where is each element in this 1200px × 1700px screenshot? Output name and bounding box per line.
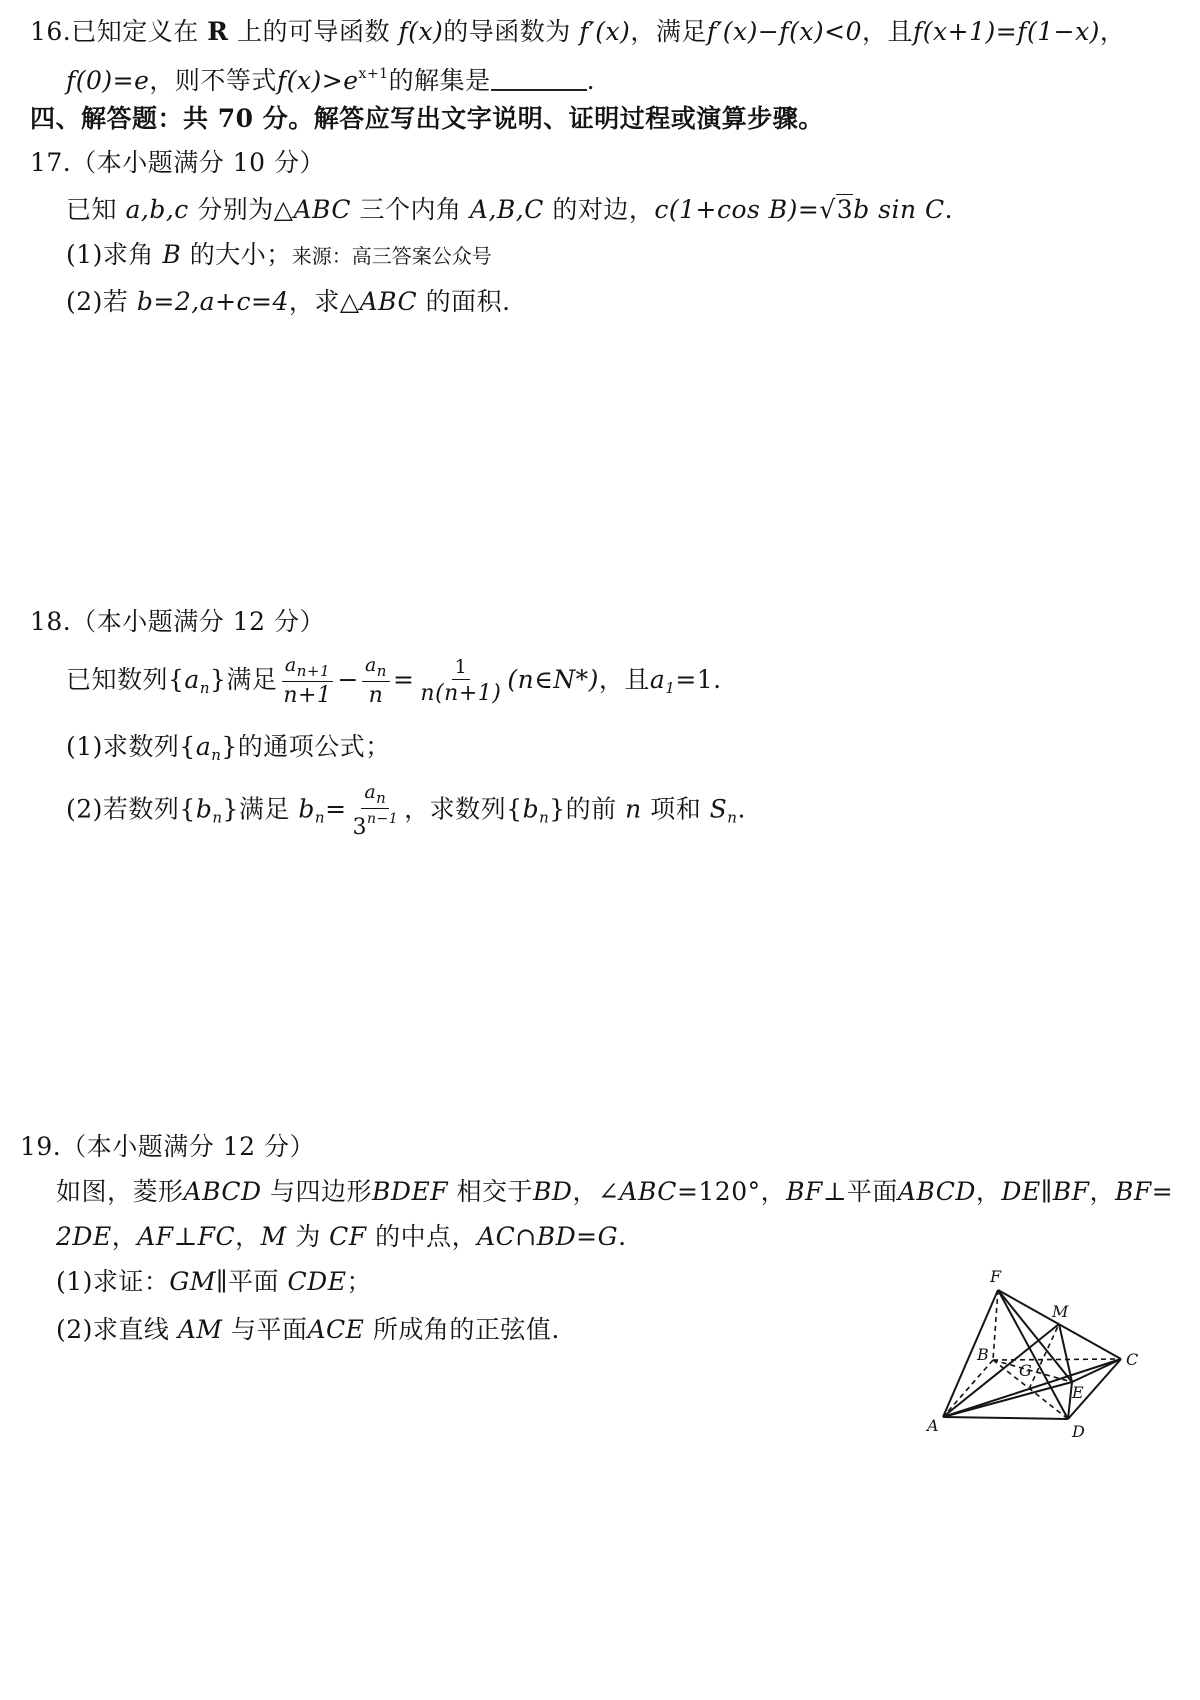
q19-header: 19.（本小题满分 12 分） xyxy=(20,1132,315,1161)
label-B: B xyxy=(977,1345,989,1364)
edge-BC xyxy=(993,1359,1121,1360)
label-A: A xyxy=(927,1416,939,1435)
edge-AE xyxy=(943,1382,1072,1417)
solid-geometry-figure xyxy=(925,1265,1175,1455)
fraction-bn: $\frac{a_n}{3^{n-1}}$ xyxy=(352,781,399,840)
fraction-2: $\frac{a_n}{n}$ xyxy=(362,656,390,707)
q16-number: 16. xyxy=(30,17,72,46)
q18-part2: (2)若数列$\{b_n\}$满足 $b_n=$ $\frac{a_n}{3^{n-1}}$ ，求数列$\{b_n\}$的前 n 项和 $S_n$. xyxy=(66,781,746,840)
q18-part1: (1)求数列$\{a_n\}$的通项公式； xyxy=(66,732,391,764)
label-E: E xyxy=(1072,1383,1084,1402)
source-note: 来源：高三答案公众号 xyxy=(291,244,492,268)
label-C: C xyxy=(1126,1350,1139,1369)
label-M: M xyxy=(1052,1302,1069,1321)
q19-part1: (1)求证：GM∥平面 CDE； xyxy=(56,1267,372,1296)
fraction-1: $\frac{a_{n+1}}{n+1}$ xyxy=(283,654,332,708)
q18-stem: 已知数列$\{a_n\}$满足 $\frac{a_{n+1}}{n+1}$ − $\frac{a_n}{n}$ = $\frac{1}{n(n+1)}$ (n∈N*)，且$a_1=1$. xyxy=(66,654,722,708)
answer-blank xyxy=(491,67,587,91)
q17-part1: (1)求角 B 的大小；来源：高三答案公众号 xyxy=(66,240,492,269)
q18-header: 18.（本小题满分 12 分） xyxy=(30,607,325,636)
label-F: F xyxy=(990,1267,1002,1286)
fraction-3: $\frac{1}{n(n+1)}$ xyxy=(420,656,502,706)
q19-stem-line1: 如图，菱形ABCD 与四边形BDEF 相交于BD，∠ABC=120°，BF⊥平面ABCD，DE∥BF，BF= xyxy=(56,1177,1174,1206)
edge-FA xyxy=(943,1290,998,1417)
edge-CE xyxy=(1072,1359,1121,1382)
label-D: D xyxy=(1072,1422,1085,1441)
q16-line2: f(0)=e，则不等式$f(x)>e^{x+1}$的解集是 . xyxy=(66,66,596,95)
q17-stem: 已知 a,b,c 分别为△ABC 三个内角 A,B,C 的对边，c(1+cos B)=√3b sin C. xyxy=(66,195,954,224)
q19-stem-line2: 2DE，AF⊥FC，M 为 CF 的中点，AC∩BD=G. xyxy=(56,1222,627,1251)
q17-part2: (2)若 b=2,a+c=4，求△ABC 的面积. xyxy=(66,287,511,316)
edge-AD xyxy=(943,1417,1068,1419)
label-G: G xyxy=(1019,1361,1032,1380)
q17-header: 17.（本小题满分 10 分） xyxy=(30,148,325,177)
q19-part2: (2)求直线 AM 与平面ACE 所成角的正弦值. xyxy=(56,1315,560,1344)
q16-line1: 16.已知定义在 R 上的可导函数 f(x)的导函数为 f′(x)，满足f′(x)−f(x)<0，且f(x+1)=f(1−x)， xyxy=(30,17,1126,46)
section-heading: 四、解答题：共 70 分。解答应写出文字说明、证明过程或演算步骤。 xyxy=(30,104,824,133)
